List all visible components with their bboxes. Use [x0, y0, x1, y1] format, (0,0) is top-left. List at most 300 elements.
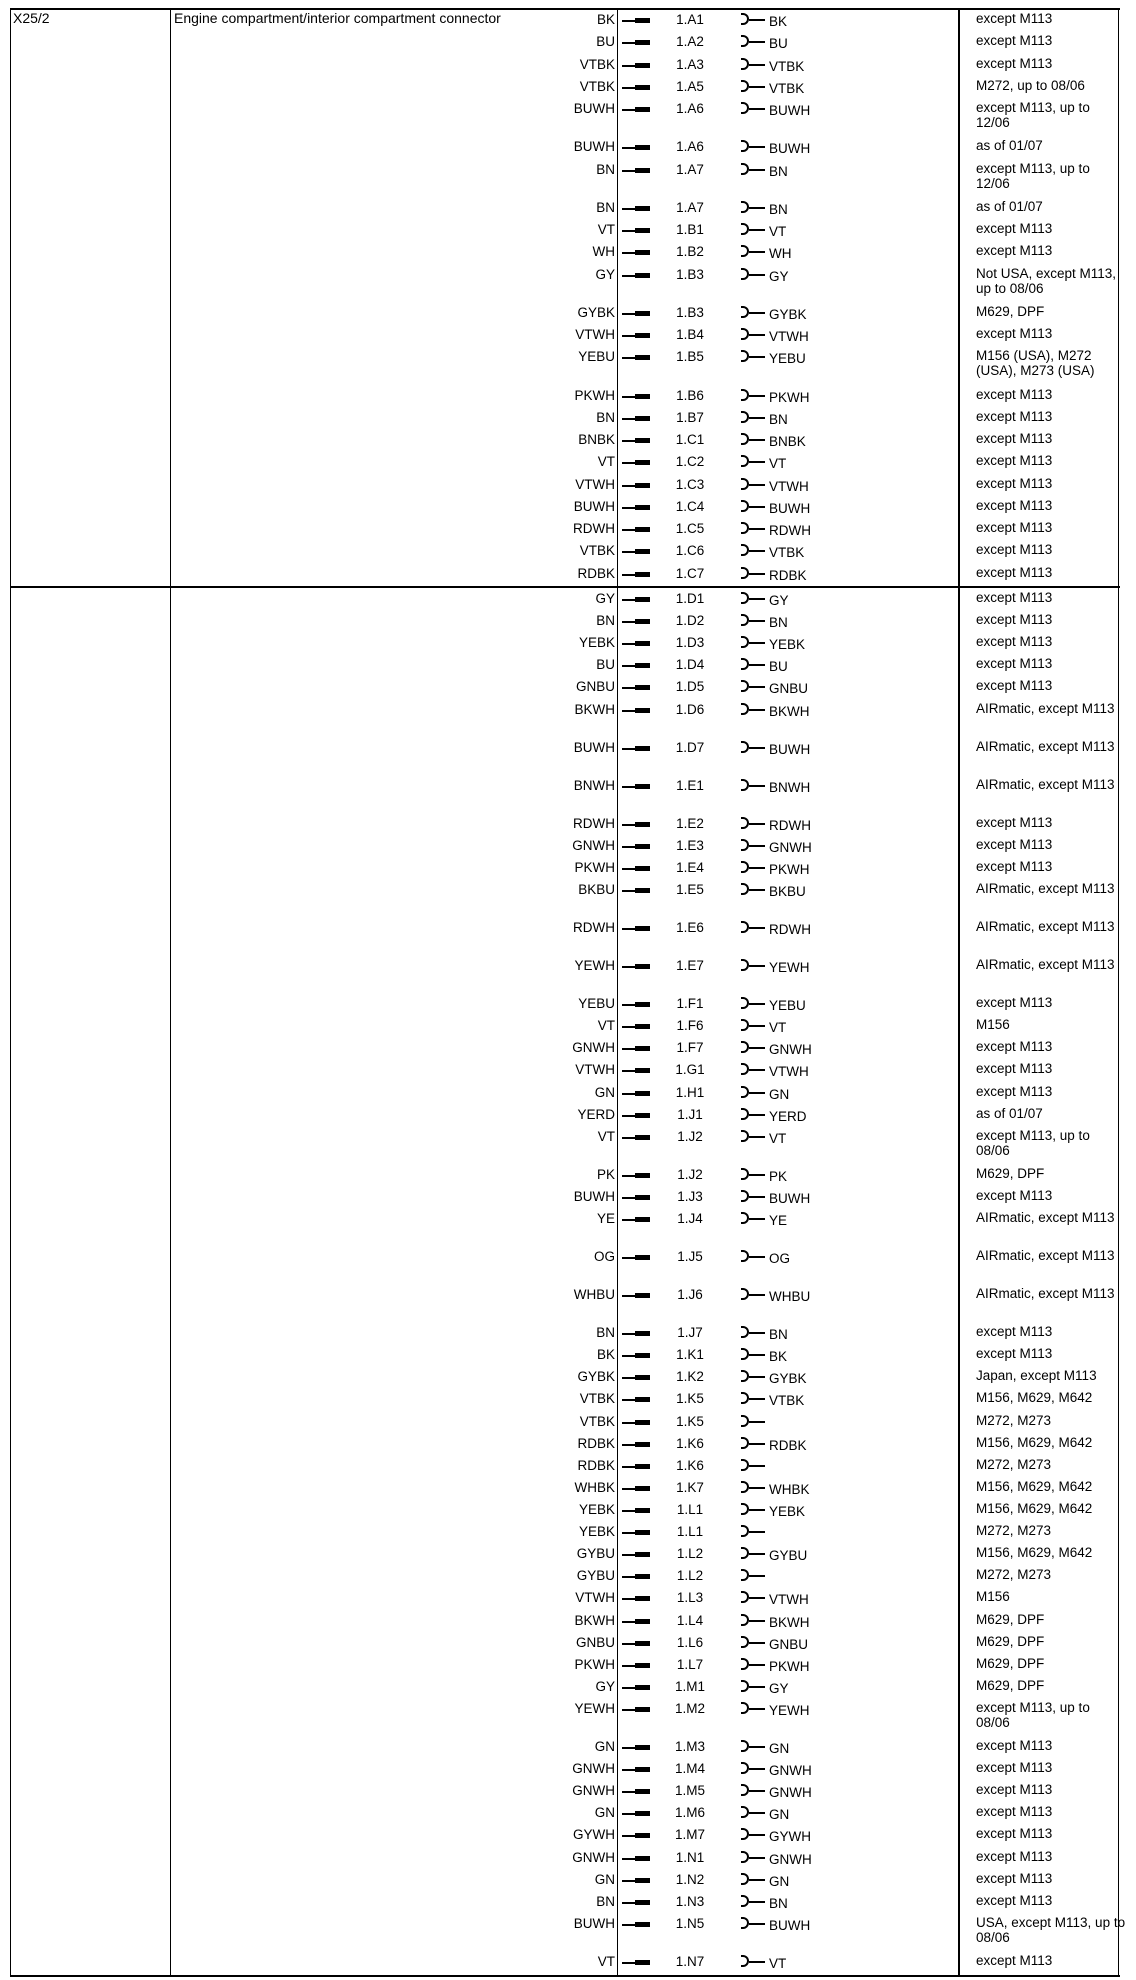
pin-row [487, 956, 1117, 994]
wire-color-left: GYWH [573, 1827, 615, 1843]
pin-number: 1.J5 [677, 1249, 703, 1265]
pin-number: 1.A3 [676, 56, 704, 72]
pin-row [487, 1016, 1117, 1038]
wire-color-left: BUWH [573, 739, 615, 755]
socket-bracket-icon [741, 35, 749, 47]
wire-color-left-cell [487, 776, 615, 798]
pin-number: 1.B7 [676, 409, 704, 425]
applicability-note: except M113 [976, 1346, 1053, 1362]
pin-number: 1.A6 [676, 101, 704, 116]
pin-number: 1.B1 [676, 222, 704, 238]
pin-row [487, 1038, 1117, 1060]
pin-row [487, 541, 1117, 563]
wire-color-left: BN [596, 161, 615, 177]
pin-number: 1.L1 [676, 1524, 704, 1540]
wire-color-right: YERD [769, 1108, 807, 1124]
wire-color-left: BN [596, 409, 615, 425]
wire-line-icon [749, 461, 765, 463]
pin-row [487, 386, 1117, 408]
pin-row [487, 1699, 1117, 1737]
applicability-note: except M113 [976, 520, 1053, 536]
pin-number: 1.C4 [675, 498, 705, 514]
pin-number: 1.H1 [675, 1084, 705, 1100]
wire-line-icon [749, 64, 765, 66]
section-divider [10, 586, 1120, 588]
socket-bracket-icon [741, 500, 749, 512]
pin-number: 1.C7 [675, 565, 705, 581]
pin-row [487, 452, 1117, 474]
pin-terminal-icon [635, 708, 650, 713]
socket-bracket-icon [741, 1086, 749, 1098]
applicability-note: M156, M629, M642 [976, 1500, 1093, 1516]
pin-number: 1.J2 [677, 1128, 703, 1144]
pin-number: 1.C1 [675, 432, 705, 448]
wire-color-right: YEBK [769, 1503, 806, 1519]
wire-color-left-cell [487, 738, 615, 760]
pin-row [487, 137, 1117, 159]
wire-color-right: BN [769, 411, 788, 427]
pin-row [487, 10, 1117, 32]
applicability-note: AIRmatic, except M113 [976, 1210, 1115, 1225]
pin-number: 1.K5 [676, 1413, 704, 1429]
pin-row [487, 1285, 1117, 1323]
wire-color-left-cell [487, 303, 615, 325]
wire-color-left: GY [595, 266, 615, 282]
wire-color-left: GYBU [576, 1568, 615, 1584]
pin-terminal-icon [635, 1856, 650, 1861]
wire-color-left-cell [487, 655, 615, 677]
pin-number: 1.D6 [675, 701, 705, 717]
wire-line-icon [749, 1487, 765, 1489]
wire-line-icon [749, 1686, 765, 1688]
pin-number: 1.F7 [676, 1040, 704, 1056]
pin-number: 1.M7 [674, 1827, 705, 1843]
pin-terminal-icon [635, 1811, 650, 1816]
applicability-note: except M113 [976, 814, 1053, 830]
applicability-note: M272, M273 [976, 1456, 1052, 1472]
pin-row [487, 198, 1117, 220]
applicability-note: except M113 [976, 326, 1053, 342]
pin-row [487, 519, 1117, 541]
pin-number: 1.L3 [676, 1590, 704, 1606]
pin-number: 1.B6 [676, 387, 704, 403]
table-left-border [10, 8, 11, 1977]
pin-terminal-icon [635, 1552, 650, 1557]
wire-color-right: GNWH [769, 1042, 812, 1058]
pin-number: 1.A7 [676, 199, 704, 215]
wire-color-left-cell [487, 347, 615, 369]
socket-bracket-icon [741, 328, 749, 340]
wire-color-left: BKWH [574, 1612, 615, 1628]
socket-bracket-icon [741, 1503, 749, 1515]
wire-line-icon [749, 598, 765, 600]
pin-row [487, 1165, 1117, 1187]
wire-line-icon [749, 1509, 765, 1511]
wire-line-icon [749, 550, 765, 552]
wire-color-right: BNBK [769, 434, 806, 450]
wire-line-icon [749, 1114, 765, 1116]
applicability-note: except M113 [976, 542, 1053, 558]
applicability-note: M156 [976, 1017, 1010, 1033]
wire-color-left: VTWH [575, 1590, 615, 1606]
wire-color-left: GNWH [572, 1849, 615, 1865]
pin-number: 1.A7 [676, 161, 704, 177]
socket-bracket-icon [741, 839, 749, 851]
pin-row [487, 655, 1117, 677]
pin-number: 1.J2 [677, 1166, 703, 1182]
socket-bracket-icon [741, 1762, 749, 1774]
pin-row [487, 1781, 1117, 1803]
pin-number: 1.E4 [676, 859, 704, 875]
pin-number: 1.F6 [676, 1018, 704, 1034]
socket-bracket-icon [741, 658, 749, 670]
wire-color-right: YEBU [769, 351, 806, 367]
wire-color-right: WHBU [769, 1289, 811, 1305]
wire-line-icon [749, 1421, 765, 1423]
applicability-note: M156, M629, M642 [976, 1478, 1093, 1494]
pin-terminal-icon [635, 1464, 650, 1469]
connector-table [10, 0, 1126, 1978]
pin-terminal-icon [635, 1663, 650, 1668]
wire-line-icon [749, 1708, 765, 1710]
pin-terminal-icon [635, 206, 650, 211]
pin-terminal-icon [635, 1745, 650, 1750]
applicability-note: except M113, up to 08/06 [976, 1699, 1090, 1730]
wire-color-right: BUWH [769, 500, 811, 516]
pin-row [487, 1060, 1117, 1082]
pin-row [487, 1848, 1117, 1870]
wire-color-left-cell [487, 918, 615, 940]
pin-number: 1.A5 [676, 78, 704, 94]
pin-row [487, 303, 1117, 325]
pin-terminal-icon [635, 1900, 650, 1905]
wire-line-icon [749, 1642, 765, 1644]
applicability-note: as of 01/07 [976, 198, 1043, 214]
applicability-note: except M113 [976, 1848, 1053, 1864]
wire-color-left: VT [597, 1018, 615, 1034]
pin-row [487, 55, 1117, 77]
wire-line-icon [749, 1354, 765, 1356]
pin-row [487, 325, 1117, 347]
socket-bracket-icon [741, 350, 749, 362]
pin-row [487, 1952, 1117, 1974]
pin-terminal-icon [635, 1574, 650, 1579]
socket-bracket-icon [741, 1658, 749, 1670]
wire-line-icon [749, 1398, 765, 1400]
socket-bracket-icon [741, 1614, 749, 1626]
pin-terminal-icon [635, 572, 650, 577]
socket-bracket-icon [741, 1547, 749, 1559]
pin-number: 1.J7 [677, 1325, 703, 1341]
applicability-note: except M113 [976, 612, 1053, 628]
applicability-note: AIRmatic, except M113 [976, 880, 1115, 896]
wire-color-left: RDBK [577, 1457, 615, 1473]
wire-color-right: GN [769, 1807, 790, 1823]
table-bottom-border [10, 1975, 1120, 1977]
socket-bracket-icon [741, 703, 749, 715]
wire-color-left: VTWH [575, 327, 615, 343]
applicability-note: AIRmatic, except M113 [976, 957, 1115, 973]
pin-terminal-icon [635, 1113, 650, 1118]
pin-number: 1.K6 [676, 1457, 704, 1473]
wire-color-left-cell [487, 408, 615, 430]
pin-row [487, 918, 1117, 956]
applicability-note: except M113, up to 12/06 [976, 160, 1090, 191]
wire-color-right: GNWH [769, 839, 812, 855]
pin-terminal-icon [635, 1641, 650, 1646]
connector-id: X25/2 [13, 10, 50, 26]
socket-bracket-icon [741, 1348, 749, 1360]
socket-bracket-icon [741, 163, 749, 175]
pin-terminal-icon [635, 1767, 650, 1772]
wire-color-right: BNWH [769, 779, 811, 795]
wire-color-left-cell [487, 430, 615, 452]
pin-row [487, 1737, 1117, 1759]
wire-color-left: PKWH [574, 1656, 615, 1672]
applicability-note: except M113 [976, 453, 1053, 469]
wire-color-left: GYBK [577, 304, 615, 320]
applicability-note: M629, DPF [976, 1633, 1045, 1649]
pin-terminal-icon [635, 1960, 650, 1965]
pin-terminal-icon [635, 784, 650, 789]
wire-color-left: YE [596, 1211, 615, 1226]
pin-terminal-icon [635, 1091, 650, 1096]
wire-color-right: BU [769, 659, 788, 675]
wire-color-right: GY [769, 268, 789, 284]
wire-color-right: GYBK [769, 1371, 807, 1387]
pin-row [487, 836, 1117, 858]
wire-color-left-cell [487, 633, 615, 655]
pin-terminal-icon [635, 63, 650, 68]
pin-row [487, 1083, 1117, 1105]
wire-color-left-cell [487, 1781, 615, 1803]
wire-color-left-cell [487, 1016, 615, 1038]
pin-terminal-icon [635, 1331, 650, 1336]
wire-line-icon [749, 1256, 765, 1258]
wire-color-left: BUWH [573, 498, 615, 514]
wire-color-left: BKWH [574, 701, 615, 717]
applicability-note: M629, DPF [976, 1165, 1045, 1181]
wire-color-right: GY [769, 593, 789, 608]
wire-color-left: BKBU [578, 881, 615, 897]
pin-terminal-icon [635, 18, 650, 23]
wire-color-right: VT [769, 1130, 787, 1146]
wire-color-left: VTBK [579, 1391, 615, 1407]
socket-bracket-icon [741, 1591, 749, 1603]
applicability-note: M629, DPF [976, 1611, 1045, 1627]
wire-color-right: BN [769, 1327, 788, 1343]
wire-color-right: RDWH [769, 817, 811, 833]
pin-number: 1.M1 [674, 1678, 705, 1694]
pin-terminal-icon [635, 168, 650, 173]
pin-number: 1.D3 [675, 635, 705, 651]
applicability-note: except M113 [976, 590, 1053, 605]
wire-color-left: BN [596, 613, 615, 629]
pin-terminal-icon [635, 1442, 650, 1447]
pin-terminal-icon [635, 394, 650, 399]
socket-bracket-icon [741, 1437, 749, 1449]
wire-color-right: VT [769, 1020, 787, 1036]
pin-row [487, 1127, 1117, 1165]
wire-color-right: VTBK [769, 80, 805, 96]
applicability-note: M272, up to 08/06 [976, 77, 1085, 93]
pin-number: 1.K5 [676, 1391, 704, 1407]
wire-line-icon [749, 1923, 765, 1925]
socket-bracket-icon [741, 1168, 749, 1180]
wire-line-icon [749, 19, 765, 21]
wire-color-right: RDWH [769, 922, 811, 938]
applicability-note: M272, M273 [976, 1567, 1052, 1583]
wire-color-right: VTWH [769, 329, 809, 345]
wire-line-icon [749, 207, 765, 209]
pin-number: 1.N5 [675, 1915, 705, 1931]
wire-color-left-cell [487, 10, 615, 32]
pin-number: 1.J1 [677, 1106, 703, 1122]
applicability-note: except M113 [976, 1760, 1053, 1776]
wire-line-icon [749, 1069, 765, 1071]
wire-color-left-cell [487, 77, 615, 99]
wire-color-left: GN [594, 1805, 615, 1821]
wire-color-left: BUWH [573, 1915, 615, 1931]
pin-number: 1.E6 [676, 920, 704, 936]
socket-bracket-icon [741, 1917, 749, 1929]
applicability-note: as of 01/07 [976, 138, 1043, 154]
wire-color-left-cell [487, 1038, 615, 1060]
wire-line-icon [749, 108, 765, 110]
applicability-note: as of 01/07 [976, 1105, 1043, 1121]
wire-color-right: VTBK [769, 1393, 805, 1409]
pin-row [487, 1209, 1117, 1247]
pin-terminal-icon [635, 1002, 650, 1007]
wire-color-left-cell [487, 1127, 615, 1149]
socket-bracket-icon [741, 1680, 749, 1692]
wire-line-icon [749, 1597, 765, 1599]
wire-color-left-cell [487, 1187, 615, 1209]
wire-color-left-cell [487, 160, 615, 182]
pin-number: 1.D4 [675, 657, 705, 673]
pin-terminal-icon [635, 355, 650, 360]
pin-terminal-icon [635, 1068, 650, 1073]
wire-line-icon [749, 1834, 765, 1836]
pin-row [487, 1655, 1117, 1677]
pin-number: 1.B3 [676, 304, 704, 320]
wire-line-icon [749, 1857, 765, 1859]
wire-color-left: YEWH [574, 958, 615, 974]
wire-color-right: VTBK [769, 545, 805, 561]
wire-color-right: RDWH [769, 523, 811, 539]
applicability-note: AIRmatic, except M113 [976, 1248, 1115, 1264]
wire-color-left-cell [487, 1803, 615, 1825]
wire-line-icon [749, 1879, 765, 1881]
wire-color-left: BU [596, 34, 615, 50]
wire-line-icon [749, 747, 765, 749]
wire-color-left-cell [487, 1434, 615, 1456]
wire-line-icon [749, 484, 765, 486]
wire-line-icon [749, 1047, 765, 1049]
pin-row [487, 32, 1117, 54]
wire-color-left-cell [487, 1209, 615, 1231]
wire-color-left: BUWH [573, 1188, 615, 1204]
wire-color-left-cell [487, 1456, 615, 1478]
wire-color-left-cell [487, 1083, 615, 1105]
pin-terminal-icon [635, 1397, 650, 1402]
wire-line-icon [749, 709, 765, 711]
wire-color-left: VTWH [575, 476, 615, 492]
wire-color-left: VT [597, 222, 615, 238]
wire-line-icon [749, 1901, 765, 1903]
applicability-note: except M113 [976, 1804, 1053, 1820]
applicability-note: USA, except M113, up to 08/06 [976, 1914, 1126, 1945]
pin-row [487, 1803, 1117, 1825]
wire-line-icon [749, 845, 765, 847]
wire-color-right: BN [769, 201, 788, 217]
applicability-note: except M113 [976, 1782, 1053, 1798]
pin-number: 1.A6 [676, 139, 704, 155]
applicability-note: except M113 [976, 858, 1053, 874]
socket-bracket-icon [741, 1392, 749, 1404]
wire-color-right: RDBK [769, 567, 807, 583]
pin-terminal-icon [635, 641, 650, 646]
applicability-note: except M113, up to 12/06 [976, 100, 1090, 130]
applicability-note: except M113 [976, 995, 1053, 1011]
wire-color-left: GNWH [572, 837, 615, 853]
socket-bracket-icon [741, 1806, 749, 1818]
pin-row [487, 430, 1117, 452]
pin-row [487, 475, 1117, 497]
pin-row [487, 347, 1117, 385]
wire-color-left: GN [594, 1084, 615, 1100]
wire-line-icon [749, 1003, 765, 1005]
pin-row [487, 994, 1117, 1016]
wire-color-left: BNWH [573, 777, 615, 793]
pin-number: 1.K2 [676, 1369, 704, 1385]
pin-terminal-icon [635, 549, 650, 554]
pin-number: 1.L1 [676, 1501, 704, 1517]
applicability-note: except M113 [976, 1952, 1053, 1968]
pin-number: 1.E2 [676, 815, 704, 831]
socket-bracket-icon [741, 1740, 749, 1752]
wire-color-left-cell [487, 1323, 615, 1345]
wire-color-left-cell [487, 386, 615, 408]
pin-number: 1.N1 [675, 1849, 705, 1865]
wire-color-left-cell [487, 1105, 615, 1127]
wire-line-icon [749, 1218, 765, 1220]
wire-color-right: BK [769, 1349, 788, 1365]
wire-color-right: GNWH [769, 1763, 812, 1779]
wire-color-left-cell [487, 497, 615, 519]
wire-color-left: GNBU [575, 1634, 615, 1650]
wire-color-right: GYBK [769, 306, 807, 322]
wire-color-left: YEBK [578, 1501, 615, 1517]
pin-terminal-icon [635, 844, 650, 849]
pin-row [487, 1389, 1117, 1411]
wire-color-left-cell [487, 1247, 615, 1269]
wire-color-right: WHBK [769, 1481, 810, 1497]
wire-color-left: YERD [577, 1106, 615, 1122]
pin-terminal-icon [635, 1024, 650, 1029]
wire-color-left-cell [487, 1737, 615, 1759]
pin-row [487, 611, 1117, 633]
pin-number: 1.A2 [676, 34, 704, 50]
applicability-note: M272, M273 [976, 1412, 1052, 1428]
wire-color-left: BUWH [573, 101, 615, 116]
pin-row [487, 1588, 1117, 1610]
socket-bracket-icon [741, 1415, 749, 1427]
socket-bracket-icon [741, 1702, 749, 1714]
pin-terminal-icon [635, 250, 650, 255]
wire-color-left: BU [596, 657, 615, 673]
wire-color-left-cell [487, 1892, 615, 1914]
